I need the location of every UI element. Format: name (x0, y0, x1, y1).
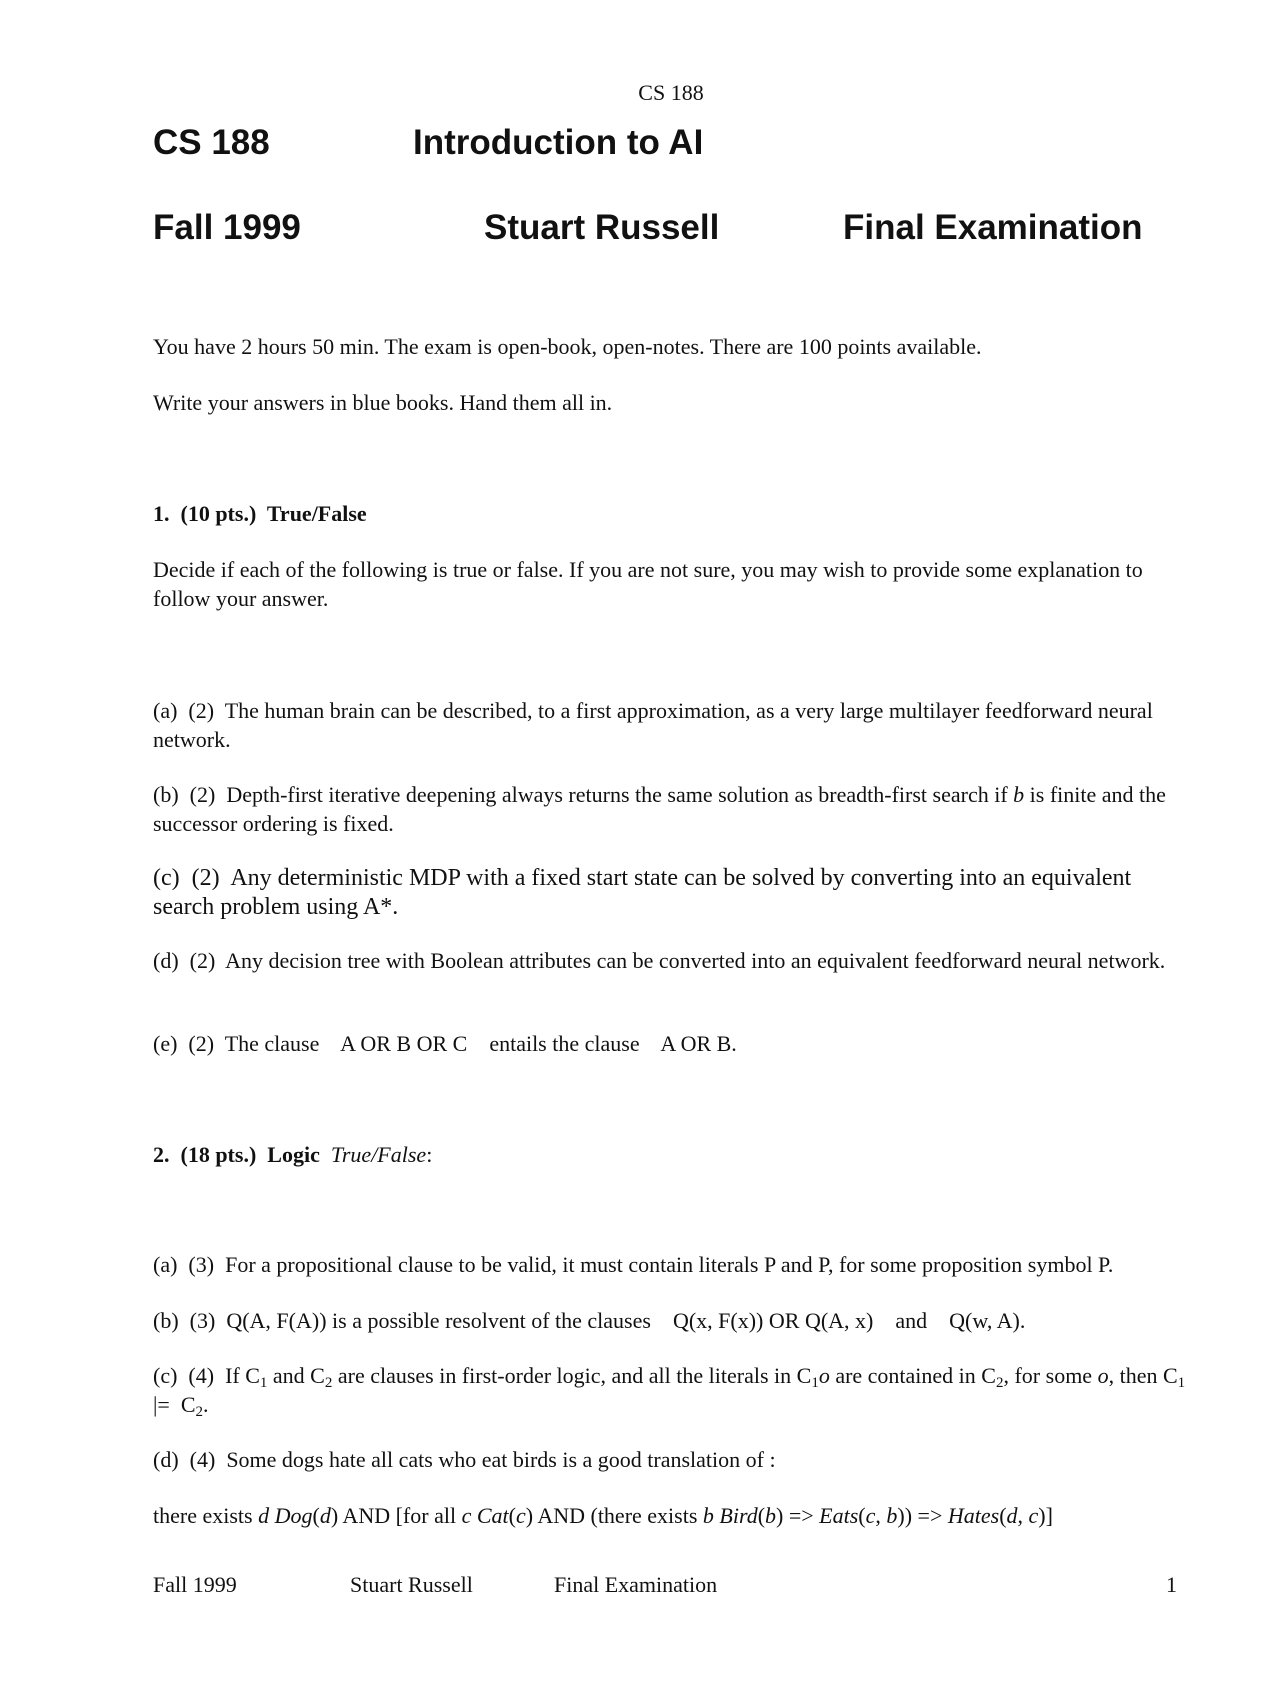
exam-term: Fall 1999 (153, 208, 301, 247)
course-title: Introduction to AI (413, 123, 704, 162)
question-1c: (c) (2) Any deterministic MDP with a fixed start state can be solved by converting into an equivalent search problem using A*. (153, 865, 1132, 920)
question-2-points: (18 pts.) (180, 1142, 257, 1167)
question-2a: (a) (3) For a propositional clause to be valid, it must contain literals P and P, for some proposition symbol P. (153, 1252, 1114, 1277)
question-2c: (c) (4) If $C_1$ and $C_2$ are clauses in first-order logic, and all the literals in $C_1o$ are contained in $C_2$, for some o, then $C_1$ |= $C_2$. (153, 1363, 1186, 1420)
footer-instructor: Stuart Russell (350, 1572, 473, 1597)
question-1-heading (153, 499, 1183, 528)
instructions-line-2: Write your answers in blue books. Hand them all in. (153, 390, 613, 415)
question-1-number: 1. (153, 501, 170, 526)
question-1-points: (10 pts.) (180, 501, 257, 526)
question-2-topic: Logic (267, 1142, 320, 1167)
question-2d: (d) (4) Some dogs hate all cats who eat birds is a good translation of : (153, 1447, 776, 1472)
page-number: 1 (1166, 1572, 1177, 1597)
question-1b: (b) (2) Depth-first iterative deepening always returns the same solution as breadth-first search if b is finite and the successor ordering is fixed. (153, 782, 1166, 836)
exam-type: Final Examination (843, 208, 1143, 247)
question-1e: (e) (2) The clause A OR B OR C entails the clause A OR B. (153, 1031, 737, 1056)
instructor-name: Stuart Russell (484, 208, 720, 247)
course-code: CS 188 (153, 123, 270, 162)
question-2-heading: 2. (18 pts.) Logic True/False: (153, 1142, 433, 1167)
running-header: CS 188 (638, 80, 704, 105)
question-1a: (a) (2) The human brain can be described, to a first approximation, as a very large multilayer feedforward neural network. (153, 698, 1153, 752)
footer-term: Fall 1999 (153, 1572, 237, 1597)
instructions-line-1: You have 2 hours 50 min. The exam is open-book, open-notes. There are 100 points available. (153, 334, 982, 359)
question-1d: (d) (2) Any decision tree with Boolean attributes can be converted into an equivalent feedforward neural network. (153, 948, 1166, 973)
question-1-intro: Decide if each of the following is true or false. If you are not sure, you may wish to provide some explanation to follow your answer. (153, 557, 1143, 611)
question-2-number: 2. (153, 1142, 170, 1167)
question-1-topic: True/False (266, 501, 367, 526)
question-2d-formula: there exists d Dog(d) AND [for all c Cat(c) AND (there exists b Bird(b) => Eats(c, b)) => Hates(d, c)] (153, 1503, 1053, 1528)
question-2-subtopic: True/False (330, 1142, 427, 1167)
footer-exam: Final Examination (554, 1572, 718, 1597)
question-2b: (b) (3) Q(A, F(A)) is a possible resolvent of the clauses Q(x, F(x)) OR Q(A, x) and Q(w, A). (153, 1308, 1026, 1333)
